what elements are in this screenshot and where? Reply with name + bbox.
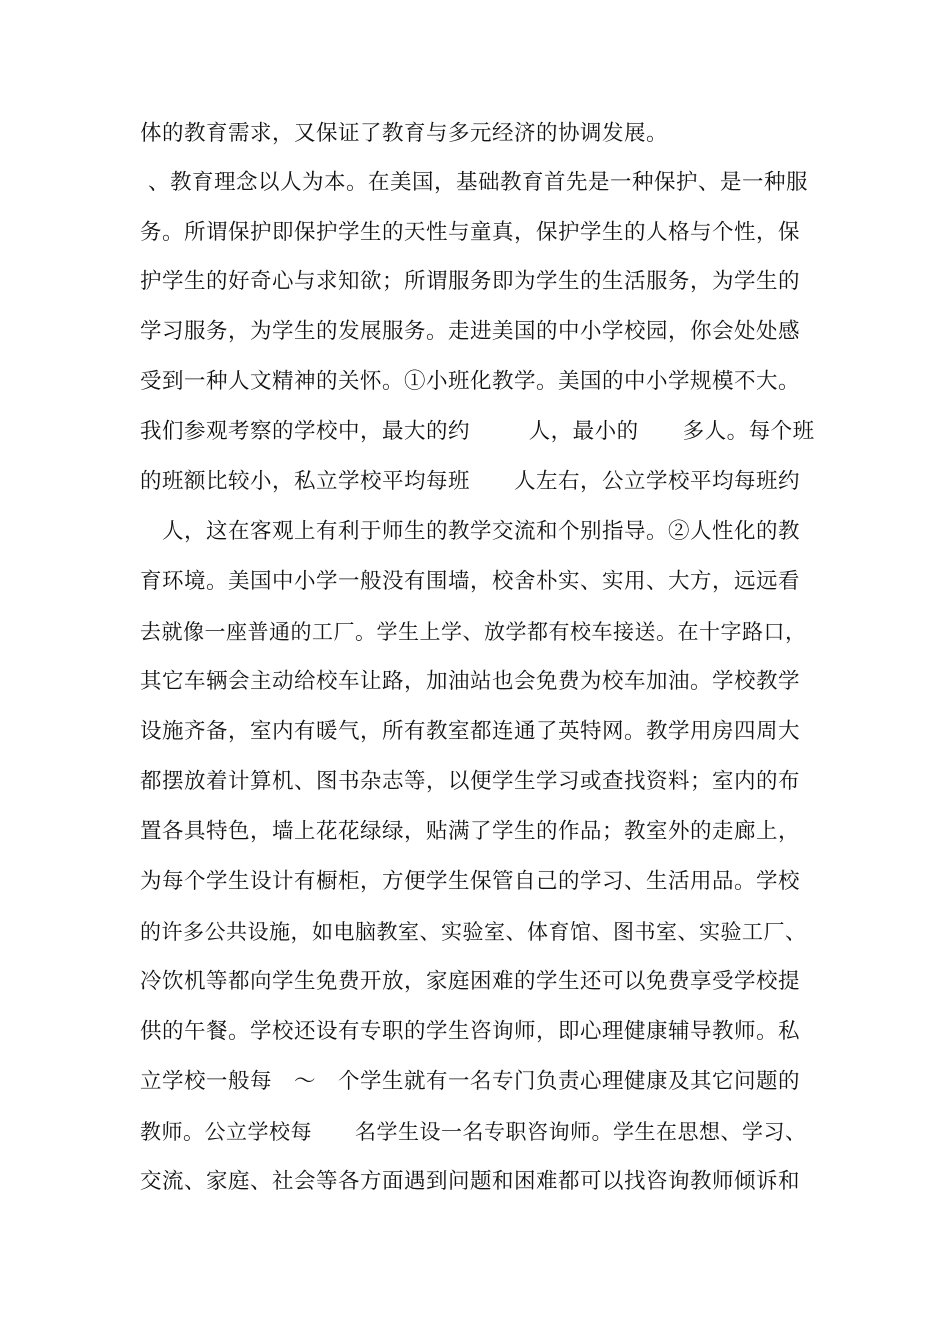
text-line: 置各具特色，墙上花花绿绿，贴满了学生的作品；教室外的走廊上， — [140, 819, 801, 844]
text-line: 务。所谓保护即保护学生的天性与童真，保护学生的人格与个性，保 — [140, 220, 801, 245]
text-line: 的班额比较小，私立学校平均每班 人左右，公立学校平均每班约 — [140, 469, 801, 494]
text-line: 我们参观考察的学校中，最大的约 人，最小的 多人。每个班 — [140, 419, 815, 444]
text-line: 人，这在客观上有利于师生的教学交流和个别指导。②人性化的教 — [140, 519, 801, 544]
text-line: 都摆放着计算机、图书杂志等，以便学生学习或查找资料；室内的布 — [140, 769, 801, 794]
text-line: 其它车辆会主动给校车让路，加油站也会免费为校车加油。学校教学 — [140, 669, 801, 694]
text-line: 立学校一般每 ～ 个学生就有一名专门负责心理健康及其它问题的 — [140, 1069, 801, 1094]
text-line: 为每个学生设计有橱柜，方便学生保管自己的学习、生活用品。学校 — [140, 869, 801, 894]
text-line: 教师。公立学校每 名学生设一名专职咨询师。学生在思想、学习、 — [140, 1120, 807, 1144]
text-line: 交流、家庭、社会等各方面遇到问题和困难都可以找咨询教师倾诉和 — [140, 1169, 801, 1194]
text-line: 育环境。美国中小学一般没有围墙，校舍朴实、实用、大方，远远看 — [140, 569, 801, 594]
text-line: 、教育理念以人为本。在美国，基础教育首先是一种保护、是一种服 — [148, 170, 809, 195]
text-line: 设施齐备，室内有暖气，所有教室都连通了英特网。教学用房四周大 — [140, 719, 801, 744]
text-line: 体的教育需求，又保证了教育与多元经济的协调发展。 — [140, 121, 669, 146]
text-line: 去就像一座普通的工厂。学生上学、放学都有校车接送。在十字路口， — [140, 620, 807, 644]
text-line: 供的午餐。学校还设有专职的学生咨询师，即心理健康辅导教师。私 — [140, 1019, 801, 1044]
text-line: 冷饮机等都向学生免费开放，家庭困难的学生还可以免费享受学校提 — [140, 969, 801, 994]
text-line: 学习服务，为学生的发展服务。走进美国的中小学校园，你会处处感 — [140, 319, 801, 344]
text-line: 护学生的好奇心与求知欲；所谓服务即为学生的生活服务，为学生的 — [140, 269, 801, 294]
text-line: 受到一种人文精神的关怀。①小班化教学。美国的中小学规模不大。 — [140, 369, 801, 394]
text-line: 的许多公共设施，如电脑教室、实验室、体育馆、图书室、实验工厂、 — [140, 920, 807, 944]
